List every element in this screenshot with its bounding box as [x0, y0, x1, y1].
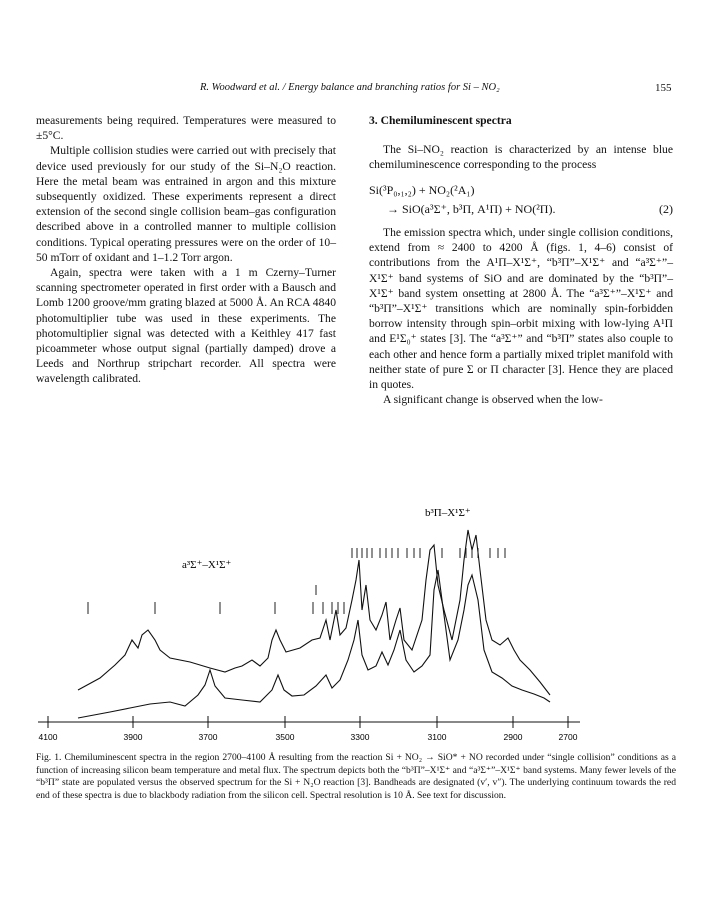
- left-para-1: measurements being required. Temperatures were measured to ±5°C.: [36, 114, 336, 143]
- right-column: [369, 113, 673, 407]
- tick-4100: 4100: [38, 732, 58, 742]
- tick-3900: 3900: [123, 732, 143, 742]
- right-para-3: A significant change is observed when the low-: [383, 393, 603, 407]
- tick-3100: 3100: [427, 732, 447, 742]
- caption-label: Fig. 1.: [36, 752, 62, 763]
- tick-2700: 2700: [558, 732, 578, 742]
- left-column: [36, 113, 336, 387]
- spectrum-trace-lower: [78, 570, 550, 718]
- x-axis-labels: [39, 732, 578, 742]
- caption-text: Chemiluminescent spectra in the region 2700–4100 Å resulting from the reaction Si + NO₂ → SiO* + NO recorded under “single collision” conditions as a function of increasing silicon beam temperature and metal flux. The spectrum depicts both the “b³Π”–X¹Σ⁺ and “a³Σ⁺”–X¹Σ⁺ band systems. Many fewer levels of the “b³Π” state are populated versus the observed spectrum for the Si + N₂O reaction [3]. Bandheads are designated (v′, v″). The underlying continuum towards the red end of these spectra is due to blackbody radiation from the silicon cell. Spectral resolution is 10 Å. See text for discussion.: [36, 752, 677, 801]
- tick-2900: 2900: [503, 732, 523, 742]
- b-system-label: b³Π–X¹Σ⁺: [425, 507, 471, 519]
- tick-3700: 3700: [198, 732, 218, 742]
- figure-caption: [36, 752, 676, 802]
- left-para-3: Again, spectra were taken with a 1 m Czerny–Turner scanning spectrometer operated in first order with a Bausch and Lomb 1200 groove/mm grating blazed at 5000 Å. An RCA 4840 photomultiplier tube was used in these experiments. The photomultiplier signal was detected with a Keithley 417 fast picoammeter whose output signal (partially damped) drove a Leeds and Northrup stripchart recorder. All spectra were wavelength calibrated.: [36, 266, 336, 386]
- tick-3300: 3300: [350, 732, 370, 742]
- spectrum-plot: [20, 490, 700, 750]
- spectrum-figure: [20, 490, 700, 750]
- equation-line-2-text: → SiO(a³Σ⁺, b³Π, A¹Π) + NO(²Π).: [387, 201, 556, 216]
- right-para-2: The emission spectra which, under single collision conditions, extend from ≈ 2400 to 4200 Å (figs. 1, 4–6) consist of contributions from the A¹Π–X¹Σ⁺, “b³Π”–X¹Σ⁺ and “a³Σ⁺”–X¹Σ⁺ band systems of SiO and are dominated by the “b³Π”–X¹Σ⁺ band system onsetting at 2800 Å. The “a³Σ⁺”–X¹Σ⁺ and “b³Π”–X¹Σ⁺ transitions which are nominally spin-forbidden borrow intensity through spin–orbit mixing with low-lying A¹Π and E¹Σ₀⁺ states [3]. The “a³Σ⁺” and “b³Π” states also couple to each other and hence form a partially mixed triplet manifold with neither state of pure Σ or Π character [3]. Hence they are placed in quotes.: [369, 226, 673, 392]
- equation-line-1: Si(³P₀,₁,₂) + NO₂(²A₁): [369, 182, 475, 197]
- equation-line-2: [369, 202, 673, 217]
- page-number: 155: [655, 82, 672, 94]
- section-title: 3. Chemiluminescent spectra: [369, 114, 512, 127]
- running-head: R. Woodward et al. / Energy balance and branching ratios for Si – NO₂: [200, 82, 500, 93]
- running-header: [0, 82, 720, 98]
- tick-3500: 3500: [275, 732, 295, 742]
- equation-number: (2): [659, 201, 673, 216]
- left-para-2: Multiple collision studies were carried out with precisely that device used previously for our study of the Si–N₂O reaction. Here the metal beam was entrained in argon and this mixture subsequently oxidized. These experiments represent a direct extension of the second single collision beam–gas configuration described above in a controlled manner to multiple collision conditions. Typical operating pressures were on the order of 10–50 mTorr of oxidant and 1–1.2 Torr argon.: [36, 144, 336, 264]
- a-system-label: a³Σ⁺–X¹Σ⁺: [182, 559, 232, 571]
- bandhead-markers-a: [88, 585, 344, 614]
- bandhead-markers-b: [352, 548, 505, 558]
- right-para-1: The Si–NO₂ reaction is characterized by an intense blue chemiluminescence corresponding to the process: [369, 143, 673, 172]
